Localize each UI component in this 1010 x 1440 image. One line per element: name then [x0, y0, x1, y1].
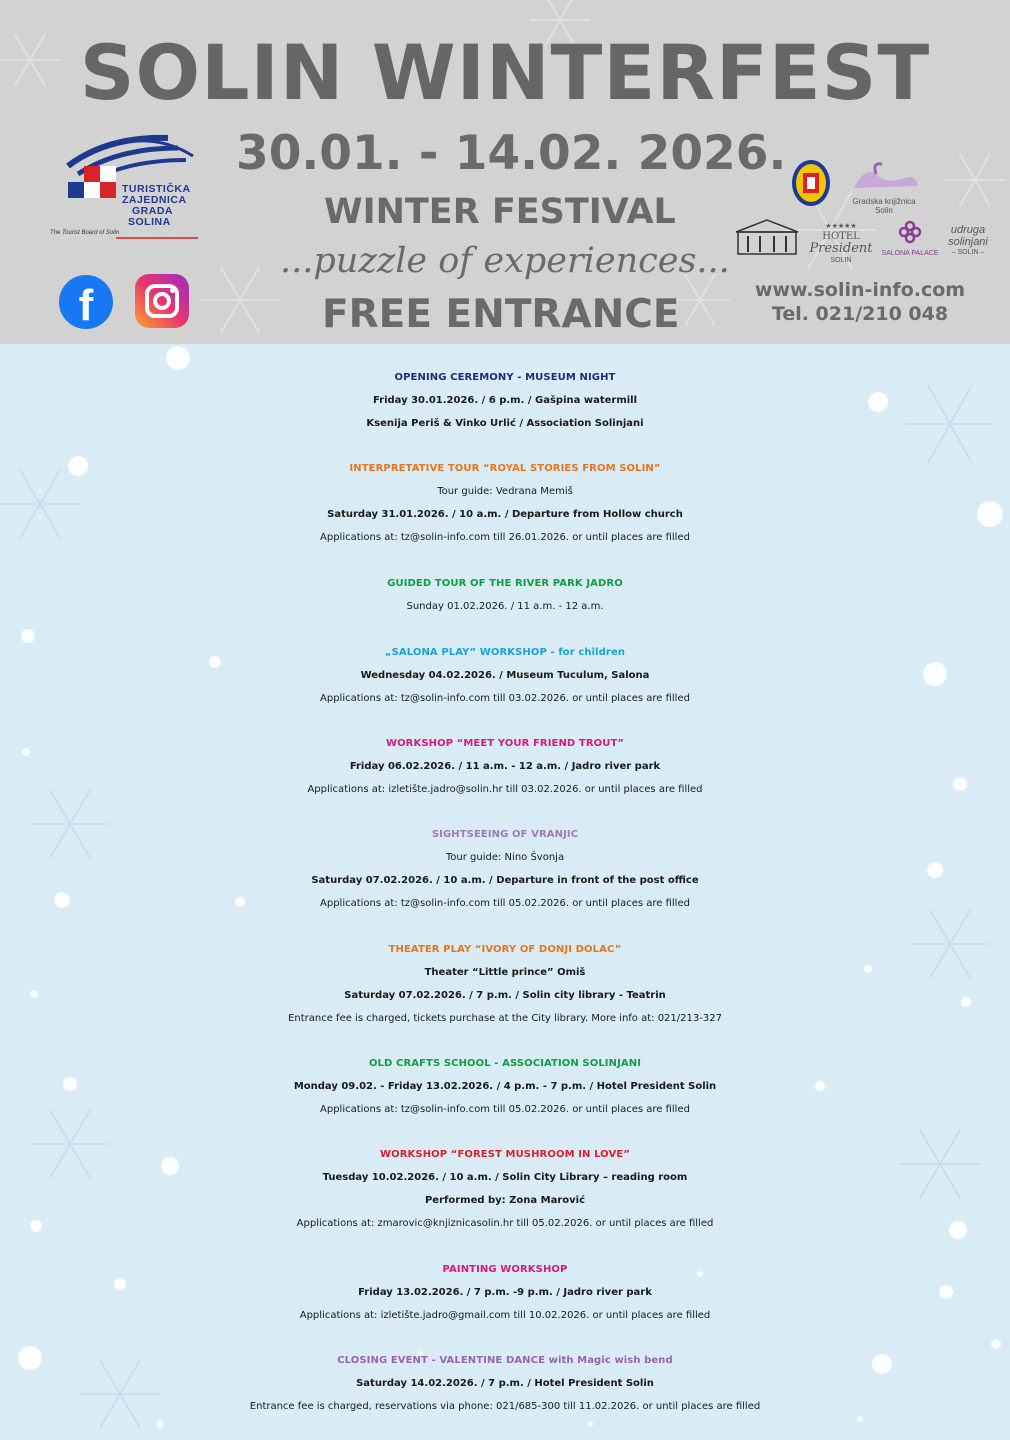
event-line: Saturday 31.01.2026. / 10 a.m. / Departure from Hollow church: [327, 509, 683, 520]
udruga-line-2: solinjani: [948, 236, 988, 248]
event-title: OPENING CEREMONY - MUSEUM NIGHT: [394, 372, 616, 383]
festival-tagline: ...puzzle of experiences...: [280, 241, 730, 281]
udruga-line-1: udruga: [950, 224, 986, 236]
free-entrance-label: FREE ENTRANCE: [322, 292, 680, 337]
event-line: Applications at: tz@solin-info.com till 26.01.2026. or until places are filled: [320, 532, 690, 543]
logo-line-4: SOLINA: [128, 216, 171, 228]
event-line: Applications at: izletište.jadro@gmail.com till 10.02.2026. or until places are filled: [299, 1310, 711, 1321]
event-line: Saturday 07.02.2026. / 7 p.m. / Solin city library - Teatrin: [344, 990, 666, 1001]
event-line: Applications at: tz@solin-info.com till 03.02.2026. or until places are filled: [320, 693, 690, 704]
phone-number: Tel. 021/210 048: [771, 303, 949, 325]
event-line: Performed by: Zona Marović: [424, 1195, 586, 1206]
event-line: Saturday 07.02.2026. / 10 a.m. / Departure in front of the post office: [311, 875, 699, 886]
event-title: INTERPRETATIVE TOUR “ROYAL STORIES FROM SOLIN”: [349, 463, 661, 474]
event-line: Tour guide: Nino Švonja: [445, 852, 565, 863]
event-line: Theater “Little prince” Omiš: [424, 967, 586, 978]
coat-of-arms-icon: [790, 158, 832, 208]
event-line: Tuesday 10.02.2026. / 10 a.m. / Solin City Library – reading room: [322, 1172, 688, 1183]
event-line: Applications at: tz@solin-info.com till 05.02.2026. or until places are filled: [320, 1104, 690, 1115]
event-line: Entrance fee is charged, reservations via phone: 021/685-300 till 11.02.2026. or until places are filled: [249, 1401, 761, 1412]
event-line: Entrance fee is charged, tickets purchase at the City library. More info at: 021/213-327: [288, 1013, 722, 1024]
festival-dates: 30.01. - 14.02. 2026.: [236, 126, 787, 181]
swan-icon: [846, 160, 922, 192]
festival-subtitle: WINTER FESTIVAL: [324, 192, 676, 232]
event-painting-workshop: [0, 1258, 1010, 1327]
event-line: Sunday 01.02.2026. / 11 a.m. - 12 a.m.: [406, 601, 604, 612]
event-title: THEATER PLAY “IVORY OF DONJI DOLAC”: [388, 944, 622, 955]
event-line: Ksenija Periš & Vinko Urlić / Association Solinjani: [366, 418, 644, 429]
hotel-line-3: SOLIN: [830, 257, 852, 264]
hotel-president-logo: ★★★★★ HOTEL President SOLIN: [806, 222, 876, 265]
building-icon: [732, 218, 802, 258]
event-title: CLOSING EVENT - VALENTINE DANCE with Magic wish bend: [337, 1355, 673, 1366]
salona-emblem-icon: [880, 220, 940, 244]
event-line: Applications at: zmarovic@knjiznicasolin.hr till 05.02.2026. or until places are filled: [296, 1218, 714, 1229]
hotel-line-1: HOTEL: [822, 231, 860, 242]
event-line: Monday 09.02. - Friday 13.02.2026. / 4 p.m. - 7 p.m. / Hotel President Solin: [293, 1081, 717, 1092]
event-line: Friday 06.02.2026. / 11 a.m. - 12 a.m. / Jadro river park: [349, 761, 661, 772]
event-trout-workshop: [0, 732, 1010, 801]
website-link[interactable]: www.solin-info.com: [754, 279, 966, 301]
logo-line-1: TURISTIČKA: [122, 183, 191, 195]
event-line: Friday 13.02.2026. / 7 p.m. -9 p.m. / Jadro river park: [358, 1287, 652, 1298]
hotel-line-2: President: [809, 241, 873, 256]
event-line: Applications at: izletište.jadro@solin.hr till 03.02.2026. or until places are filled: [307, 784, 703, 795]
facebook-icon[interactable]: f: [59, 275, 113, 329]
event-line: Applications at: tz@solin-info.com till 05.02.2026. or until places are filled: [320, 898, 690, 909]
salona-palace-logo: [880, 220, 940, 258]
event-title: PAINTING WORKSHOP: [442, 1264, 568, 1275]
logo-line-3: GRADA: [132, 205, 173, 217]
event-vranjic-sightseeing: [0, 823, 1010, 915]
salona-name: SALONA PALACE: [881, 250, 939, 257]
event-title: „SALONA PLAY” WORKSHOP - for children: [384, 647, 626, 658]
event-line: Saturday 14.02.2026. / 7 p.m. / Hotel President Solin: [356, 1378, 654, 1389]
event-line: Tour guide: Vedrana Memiš: [437, 486, 573, 497]
museum-building-logo: [732, 218, 802, 263]
festival-header: [0, 0, 1010, 344]
event-opening-ceremony: [0, 366, 1010, 435]
event-schedule: [0, 344, 1010, 1440]
event-line: Wednesday 04.02.2026. / Museum Tuculum, Salona: [360, 670, 650, 681]
logo-subtitle: The Tourist Board of Solin: [50, 230, 120, 236]
event-title: WORKSHOP “MEET YOUR FRIEND TROUT”: [385, 738, 625, 749]
event-salona-play-workshop: [0, 641, 1010, 710]
event-river-park-tour: [0, 572, 1010, 618]
event-theater-play: [0, 938, 1010, 1030]
event-line: Friday 30.01.2026. / 6 p.m. / Gašpina watermill: [372, 395, 638, 406]
festival-title: SOLIN WINTERFEST: [79, 28, 931, 117]
library-name: Gradska knjižnica Solin: [852, 197, 916, 215]
event-mushroom-workshop: [0, 1143, 1010, 1235]
tourist-board-logo: [48, 126, 208, 244]
instagram-icon[interactable]: [135, 274, 189, 328]
event-old-crafts-school: [0, 1052, 1010, 1121]
event-title: WORKSHOP “FOREST MUSHROOM IN LOVE”: [380, 1149, 630, 1160]
udruga-solinjani-logo: [940, 224, 996, 257]
solin-coat-of-arms-logo: [790, 158, 832, 213]
udruga-line-3: – SOLIN –: [951, 249, 985, 256]
city-library-logo: [846, 160, 922, 215]
event-title: SIGHTSEEING OF VRANJIC: [431, 829, 579, 840]
event-royal-stories-tour: [0, 457, 1010, 549]
event-title: GUIDED TOUR OF THE RIVER PARK JADRO: [387, 578, 623, 589]
logo-line-2: ZAJEDNICA: [122, 194, 187, 206]
event-closing-valentine-dance: [0, 1349, 1010, 1418]
event-title: OLD CRAFTS SCHOOL - ASSOCIATION SOLINJANI: [368, 1058, 642, 1069]
